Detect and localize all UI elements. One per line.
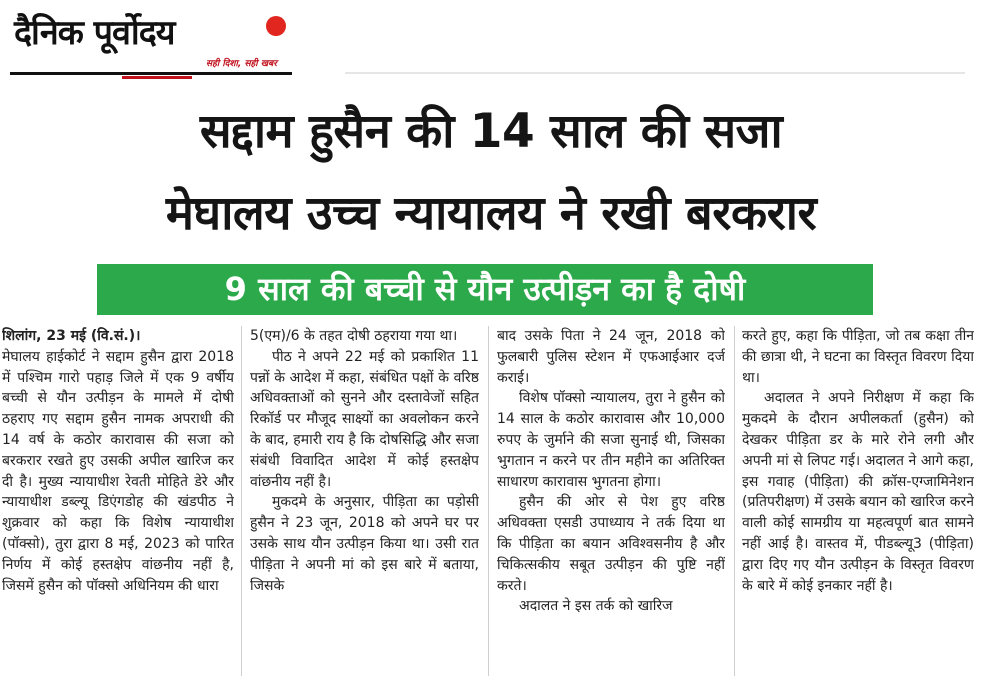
article-paragraph: 5(एम)/6 के तहत दोषी ठहराया गया था। (250, 328, 458, 344)
logo-dot-icon (266, 16, 286, 36)
article-column-2 (250, 326, 479, 676)
headline-line-2: मेघालय उच्च न्यायालय ने रखी बरकरार (165, 186, 817, 241)
article-paragraph: अदालत ने अपने निरीक्षण में कहा कि मुकदमे के दौरान अपीलकर्ता (हुसैन) को देखकर पीड़िता डर के मारे रोने लगी और अपनी मां से लिपट गई। अदालत ने आगे कहा, इस गवाह (पीड़िता) की क्रॉस-एग्जामिनेशन (प्रतिपरीक्षण) में उसके बयान को खारिज करने वाली कोई सामग्रीय या महत्वपूर्ण बात सामने नहीं आई है। वास्तव में, पीडब्ल्यू3 (पीड़िता) द्वारा दिए गए यौन उत्पीड़न के विस्तृत विवरण के बारे में कोई इनकार नहीं है। (742, 390, 974, 594)
article-column-1 (2, 326, 234, 676)
article-paragraph: बाद उसके पिता ने 24 जून, 2018 को फुलबारी पुलिस स्टेशन में एफआईआर दर्ज कराई। (497, 328, 725, 386)
article-column-3 (497, 326, 725, 676)
article-paragraph: हुसैन की ओर से पेश हुए वरिष्ठ अधिवक्ता एसडी उपाध्याय ने तर्क दिया था कि पीड़िता का बयान अविश्वसनीय है और चिकित्सकीय सबूत उत्पीड़न की पुष्टि नहीं करते। (497, 494, 725, 594)
dateline: शिलांग, 23 मई (वि.सं.)। (2, 328, 141, 344)
article-paragraph: विशेष पॉक्सो न्यायालय, तुरा ने हुसैन को 14 साल के कठोर कारावास और 10,000 रुपए के जुर्माने की सजा सुनाई थी, जिसका भुगतान न करने पर तीन महीने का अतिरिक्त साधारण कारावास भुगतना होगा। (497, 390, 725, 490)
masthead-rule (10, 72, 292, 75)
column-divider (241, 326, 242, 676)
article-column-4 (742, 326, 974, 676)
newspaper-logo: दैनिक पूर्वोदय (14, 13, 175, 53)
masthead (10, 6, 340, 76)
masthead-accent-rule (122, 76, 192, 79)
article-paragraph: मुकदमे के अनुसार, पीड़िता का पड़ोसी हुसैन ने 23 जून, 2018 को अपने घर पर उसके साथ यौन उत्पीड़न किया था। उसी रात पीड़िता ने अपनी मां को इस बारे में बताया, जिसके (250, 494, 479, 594)
subheadline-banner: 9 साल की बच्ची से यौन उत्पीड़न का है दोषी (97, 264, 873, 315)
column-divider (488, 326, 489, 676)
divider (345, 72, 965, 74)
article-paragraph: करते हुए, कहा कि पीड़िता, जो तब कक्षा तीन की छात्रा थी, ने घटना का विस्तृत विवरण दिया था। (742, 328, 974, 386)
column-divider (734, 326, 735, 676)
article-paragraph: पीठ ने अपने 22 मई को प्रकाशित 11 पन्नों के आदेश में कहा, संबंधित पक्षों के वरिष्ठ अधिवक्ताओं को सुनने और दस्तावेजों सहित रिकॉर्ड पर मौजूद साक्ष्यों का अवलोकन करने के बाद, हमारी राय है कि दोषसिद्धि और सजा संबंधी विवादित आदेश में कोई हस्तक्षेप वांछनीय नहीं है। (250, 348, 479, 490)
headline-line-1: सद्दाम हुसैन की 14 साल की सजा (199, 104, 783, 159)
article-paragraph: अदालत ने इस तर्क को खारिज (519, 598, 673, 615)
article-paragraph: मेघालय हाईकोर्ट ने सद्दाम हुसैन द्वारा 2018 में पश्चिम गारो पहाड़ जिले में एक 9 वर्षीय बच्ची से यौन उत्पीड़न के मामले में दोषी ठहराए गए सद्दाम हुसैन नामक अपराधी की 14 वर्ष के कठोर कारावास की सजा को बरकरार रखते हुए उसकी अपील खारिज कर दी है। मुख्य न्यायाधीश रेवती मोहिते डेरे और न्यायाधीश डब्ल्यू डिएंगडोह की खंडपीठ ने शुक्रवार को कहा कि विशेष न्यायाधीश (पॉक्सो), तुरा द्वारा 8 मई, 2023 को पारित निर्णय में कोई हस्तक्षेप वांछनीय नहीं है, जिसमें हुसैन को पॉक्सो अधिनियम की धारा (2, 348, 234, 594)
masthead-tagline: सही दिशा, सही खबर (206, 59, 277, 69)
